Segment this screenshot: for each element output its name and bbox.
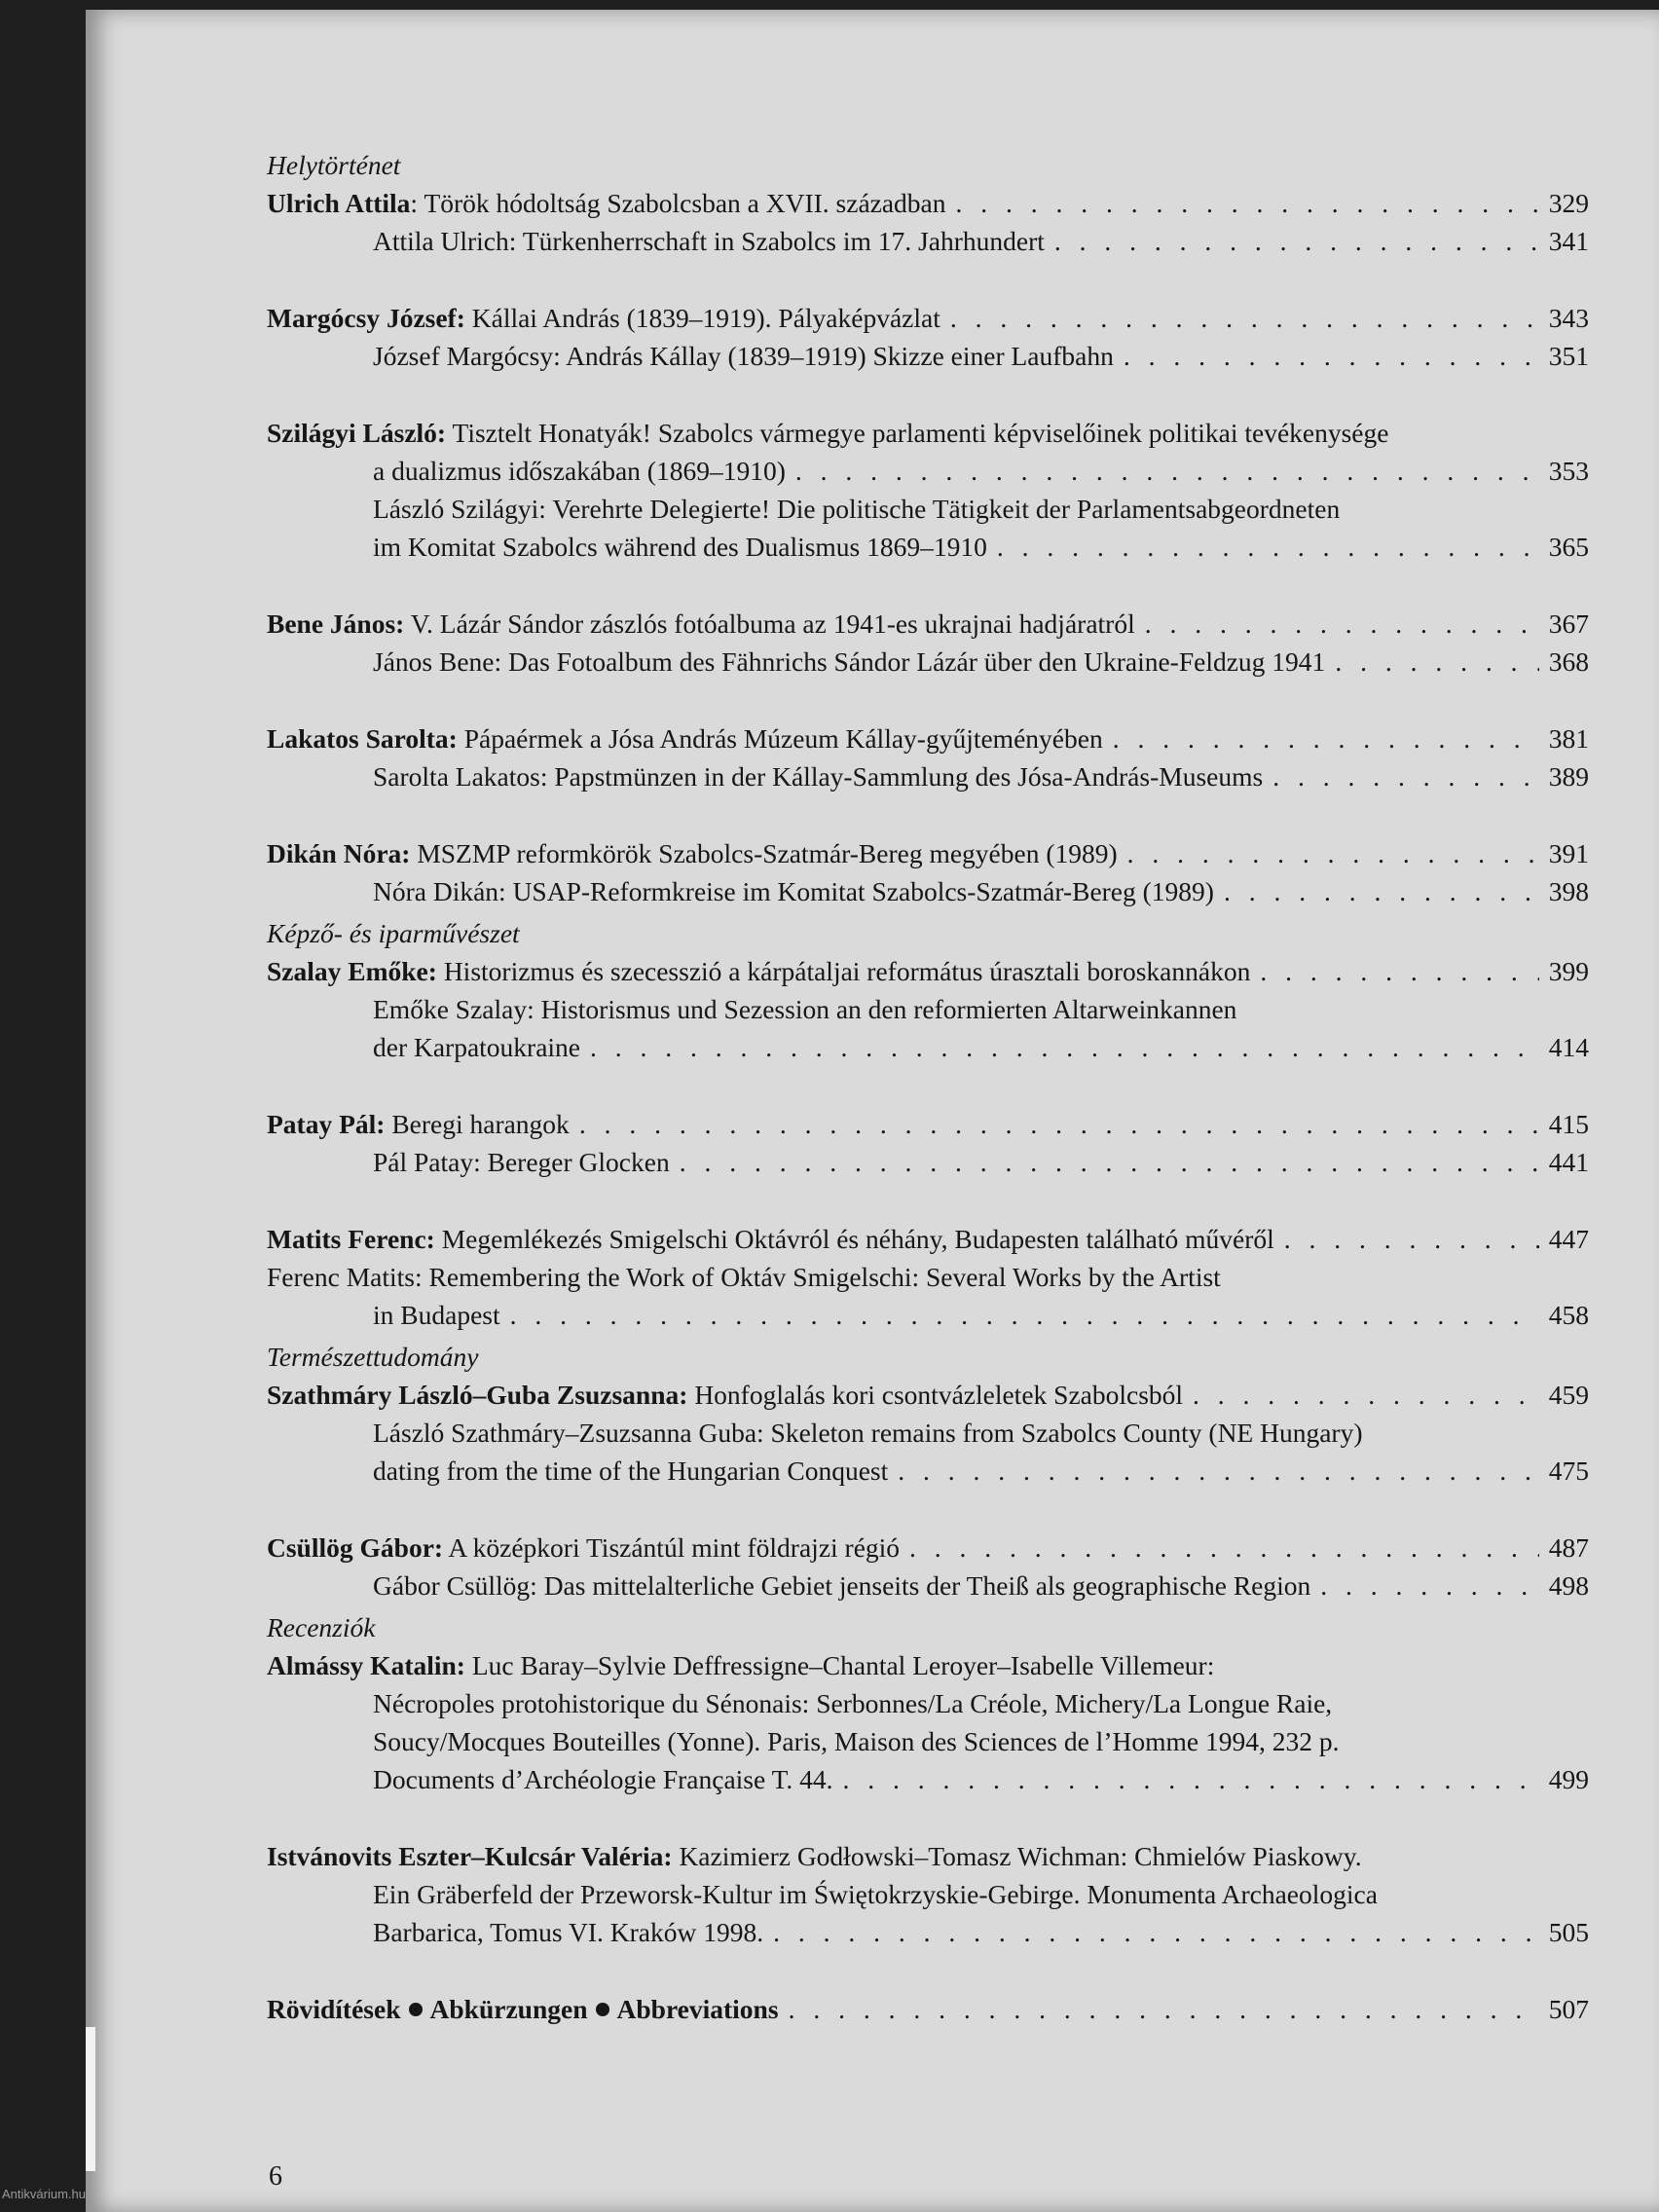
translation-line [267, 490, 1589, 528]
toc-entry-csullog [267, 1529, 1589, 1604]
abbr-hu: Rövidítések [267, 1994, 401, 2024]
entry-author: Dikán Nóra: [267, 838, 411, 868]
entry-line [267, 299, 1589, 337]
translation-text: Ferenc Matits: Remembering the Work of Oktáv Smigelschi: Several Works by the Artist [267, 1262, 1221, 1292]
abbr-en: Abbreviations [616, 1994, 779, 2024]
abbr-de: Abkürzungen [429, 1994, 588, 2024]
dot-leader [956, 184, 1539, 222]
entry-title-continued: a dualizmus időszakában (1869–1910) [373, 456, 786, 486]
dot-leader [510, 1296, 1539, 1334]
entry-author: Matits Ferenc: [267, 1224, 435, 1254]
translation-text: Emőke Szalay: Historismus und Sezession an den reformierten Altarweinkannen [373, 994, 1237, 1024]
entry-title: : Török hódoltság Szabolcsban a XVII. században [410, 188, 946, 218]
translation-line-continued [267, 1028, 1589, 1066]
page-ref: 475 [1548, 1456, 1589, 1486]
page-number: 6 [269, 2161, 282, 2192]
entry-title: Kazimierz Godłowski–Tomasz Wichman: Chmielów Piaskowy. [672, 1841, 1362, 1871]
abbreviations-label [267, 1990, 779, 2028]
spacer [267, 1490, 1589, 1529]
translation-text: János Bene: Das Fotoalbum des Fähnrichs Sándor Lázár über den Ukraine-Feldzug 1941 [373, 646, 1326, 677]
toc-entry-szalay [267, 914, 1589, 1066]
watermark: Antikvárium.hu [2, 2187, 86, 2201]
dot-leader [1272, 757, 1539, 795]
entry-text [267, 1837, 1362, 1875]
entry-line-continued [267, 452, 1589, 490]
entry-line [267, 1529, 1589, 1567]
entry-title-continued: Ein Gräberfeld der Przeworsk-Kultur im Świętokrzyskie-Gebirge. Monumenta Archaeologica [373, 1879, 1378, 1909]
page-ref: 415 [1548, 1109, 1589, 1139]
page-ref: 367 [1548, 608, 1589, 639]
entry-author: Szathmáry László–Guba Zsuzsanna: [267, 1380, 688, 1410]
dot-leader [1145, 605, 1539, 643]
dot-leader [997, 528, 1539, 566]
entry-line [267, 1376, 1589, 1414]
page-ref: 499 [1548, 1764, 1589, 1794]
entry-author: Lakatos Sarolta: [267, 723, 458, 754]
entry-author: Almássy Katalin: [267, 1650, 465, 1680]
page-ref: 459 [1548, 1380, 1589, 1410]
entry-title: Tisztelt Honatyák! Szabolcs vármegye parlamenti képviselőinek politikai tevékenysége [446, 418, 1389, 448]
page-ref: 447 [1548, 1224, 1589, 1254]
entry-title-continued: Documents d’Archéologie Française T. 44. [373, 1764, 833, 1794]
page-ref: 341 [1548, 226, 1589, 256]
page-ref: 389 [1548, 761, 1589, 792]
translation-text: László Szathmáry–Zsuzsanna Guba: Skeleton remains from Szabolcs County (NE Hungary) [373, 1418, 1363, 1448]
dot-leader [1284, 1220, 1539, 1258]
toc-entry-lakatos [267, 719, 1589, 795]
translation-line [267, 222, 1589, 260]
toc-entry-ulrich [267, 146, 1589, 260]
toc-entry-dikan [267, 834, 1589, 910]
entry-text [267, 184, 946, 222]
entry-line-continued [267, 1760, 1589, 1798]
translation-line [267, 1414, 1589, 1452]
translation-line [267, 1143, 1589, 1181]
toc-entry-matits [267, 1220, 1589, 1334]
spacer [267, 795, 1589, 834]
dot-leader [1127, 834, 1539, 872]
entry-line [267, 1837, 1589, 1875]
page-ref: 507 [1548, 1994, 1589, 2024]
entry-line [267, 1220, 1589, 1258]
dot-leader [590, 1028, 1539, 1066]
entry-text [267, 952, 1250, 990]
spacer [267, 375, 1589, 414]
entry-title-continued: Nécropoles protohistorique du Sénonais: Serbonnes/La Créole, Michery/La Longue Raie, [373, 1688, 1333, 1718]
toc-entry-patay [267, 1105, 1589, 1181]
translation-text: Attila Ulrich: Türkenherrschaft in Szabolcs im 17. Jahrhundert [373, 226, 1045, 256]
entry-author: Szalay Emőke: [267, 956, 437, 986]
entry-line [267, 184, 1589, 222]
entry-author: Ulrich Attila [267, 188, 411, 218]
entry-author: Margócsy József: [267, 303, 465, 333]
dot-leader [579, 1105, 1539, 1143]
entry-text [267, 1376, 1183, 1414]
translation-text: József Margócsy: András Kállay (1839–1919) Skizze einer Laufbahn [373, 341, 1114, 371]
entry-author: Patay Pál: [267, 1109, 386, 1139]
entry-text [267, 605, 1135, 643]
entry-title: MSZMP reformkörök Szabolcs-Szatmár-Bereg megyében (1989) [410, 838, 1118, 868]
entry-title-continued: Barbarica, Tomus VI. Kraków 1998. [373, 1917, 764, 1947]
section-heading: Képző- és iparművészet [267, 918, 520, 948]
entry-text [267, 1646, 1214, 1684]
entry-text [267, 1529, 900, 1567]
translation-line-continued [267, 1452, 1589, 1490]
translation-text: Gábor Csüllög: Das mittelalterliche Gebiet jenseits der Theiß als geographische Region [373, 1570, 1311, 1601]
entry-line [267, 834, 1589, 872]
dot-leader [842, 1760, 1538, 1798]
entry-line [267, 605, 1589, 643]
dot-leader [1224, 872, 1539, 910]
entry-author: Csüllög Gábor: [267, 1532, 444, 1563]
dot-leader [789, 1990, 1539, 2028]
section-heading: Helytörténet [267, 150, 401, 180]
page-ref: 398 [1548, 876, 1589, 906]
dot-leader [1320, 1567, 1538, 1604]
page-ref: 505 [1548, 1917, 1589, 1947]
page-ref: 487 [1548, 1532, 1589, 1563]
entry-text [267, 414, 1388, 452]
toc-entry-bene [267, 605, 1589, 681]
spacer [267, 1798, 1589, 1837]
dot-leader [1260, 952, 1538, 990]
translation-line-continued [267, 1296, 1589, 1334]
dot-leader [1054, 222, 1539, 260]
translation-line [267, 1567, 1589, 1604]
page-ref: 458 [1548, 1300, 1589, 1330]
page-ref: 498 [1548, 1570, 1589, 1601]
page-ref: 329 [1548, 188, 1589, 218]
translation-line [267, 990, 1589, 1028]
translation-text: im Komitat Szabolcs während des Dualismus 1869–1910 [373, 532, 987, 562]
dot-leader [1124, 337, 1539, 375]
entry-line [267, 1990, 1589, 2028]
page-edge-marker [86, 2027, 95, 2171]
dot-leader [680, 1143, 1539, 1181]
spacer [267, 1181, 1589, 1220]
entry-line [267, 414, 1589, 452]
dot-leader [773, 1913, 1539, 1951]
entry-line [267, 1646, 1589, 1684]
translation-line [267, 872, 1589, 910]
entry-text [267, 299, 940, 337]
translation-line [267, 1258, 1589, 1296]
entry-title: A középkori Tiszántúl mint földrajzi régió [443, 1532, 901, 1563]
entry-title: Luc Baray–Sylvie Deffressigne–Chantal Leroyer–Isabelle Villemeur: [464, 1650, 1215, 1680]
entry-line [267, 1105, 1589, 1143]
entry-title: Honfoglalás kori csontvázleletek Szabolcsból [687, 1380, 1184, 1410]
entry-line-continued [267, 1913, 1589, 1951]
page-ref: 353 [1548, 456, 1589, 486]
toc-entry-almassy [267, 1608, 1589, 1798]
entry-line-continued [267, 1722, 1589, 1760]
entry-author: Bene János: [267, 608, 405, 639]
spacer [267, 681, 1589, 719]
page-ref: 368 [1548, 646, 1589, 677]
dot-leader [795, 452, 1539, 490]
translation-text: Sarolta Lakatos: Papstmünzen in der Kállay-Sammlung des Jósa-András-Museums [373, 761, 1264, 792]
entry-title: Pápaérmek a Jósa András Múzeum Kállay-gyűjteményében [457, 723, 1103, 754]
entry-title: Historizmus és szecesszió a kárpátaljai református úrasztali boroskannákon [436, 956, 1251, 986]
dot-leader [1193, 1376, 1539, 1414]
page-ref: 343 [1548, 303, 1589, 333]
translation-line [267, 757, 1589, 795]
entry-title: Kállai András (1839–1919). Pályaképvázlat [464, 303, 940, 333]
entry-line-continued [267, 1684, 1589, 1722]
entry-line [267, 952, 1589, 990]
entry-author: Istvánovits Eszter–Kulcsár Valéria: [267, 1841, 673, 1871]
toc-entry-szilagyi [267, 414, 1589, 566]
spacer [267, 260, 1589, 299]
entry-title: V. Lázár Sándor zászlós fotóalbuma az 1941-es ukrajnai hadjáratról [404, 608, 1135, 639]
translation-text: in Budapest [373, 1300, 500, 1330]
entry-text [267, 719, 1103, 757]
bullet-icon [409, 2003, 423, 2016]
dot-leader [1113, 719, 1539, 757]
translation-line-continued [267, 528, 1589, 566]
page-ref: 351 [1548, 341, 1589, 371]
entry-title: Megemlékezés Smigelschi Oktávról és néhány, Budapesten található művéről [434, 1224, 1274, 1254]
table-of-contents [267, 146, 1589, 2028]
page-ref: 391 [1548, 838, 1589, 868]
spacer [267, 566, 1589, 605]
entry-text [267, 1105, 570, 1143]
translation-text: László Szilágyi: Verehrte Delegierte! Die politische Tätigkeit der Parlamentsabgeordneten [373, 494, 1341, 524]
page-ref: 399 [1548, 956, 1589, 986]
translation-line [267, 337, 1589, 375]
dot-leader [898, 1452, 1538, 1490]
entry-title-continued: Soucy/Mocques Bouteilles (Yonne). Paris, Maison des Sciences de l’Homme 1994, 232 p. [373, 1726, 1340, 1756]
dot-leader [950, 299, 1539, 337]
translation-text: Nóra Dikán: USAP-Reformkreise im Komitat Szabolcs-Szatmár-Bereg (1989) [373, 876, 1214, 906]
dot-leader [1335, 643, 1538, 681]
section-heading: Természettudomány [267, 1342, 479, 1372]
entry-line-continued [267, 1875, 1589, 1913]
page-ref: 441 [1548, 1147, 1589, 1177]
page-ref: 381 [1548, 723, 1589, 754]
toc-entry-szathmary [267, 1338, 1589, 1490]
toc-entry-abbreviations [267, 1990, 1589, 2028]
spacer [267, 1066, 1589, 1105]
bullet-icon [596, 2003, 609, 2016]
entry-author: Szilágyi László: [267, 418, 447, 448]
page-ref: 414 [1548, 1032, 1589, 1062]
section-heading: Recenziók [267, 1612, 376, 1642]
entry-text [267, 1220, 1274, 1258]
dot-leader [909, 1529, 1539, 1567]
translation-text: dating from the time of the Hungarian Conquest [373, 1456, 889, 1486]
entry-text [267, 834, 1118, 872]
toc-entry-istvanovits [267, 1837, 1589, 1951]
translation-line [267, 643, 1589, 681]
translation-text: der Karpatoukraine [373, 1032, 581, 1062]
entry-line [267, 719, 1589, 757]
toc-entry-margocsy [267, 299, 1589, 375]
spacer [267, 1951, 1589, 1990]
entry-title: Beregi harangok [385, 1109, 570, 1139]
page-ref: 365 [1548, 532, 1589, 562]
translation-text: Pál Patay: Bereger Glocken [373, 1147, 670, 1177]
